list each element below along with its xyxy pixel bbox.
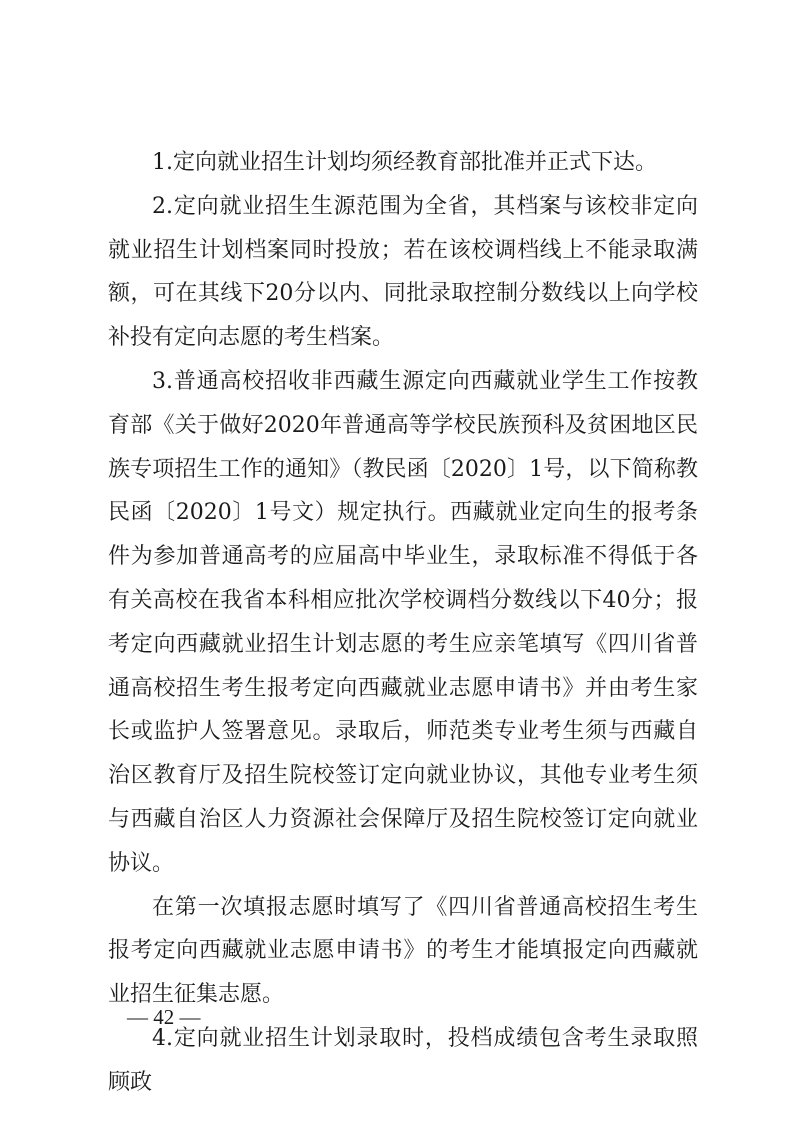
paragraph-supplement: 在第一次填报志愿时填写了《四川省普通高校招生考生报考定向西藏就业志愿申请书》的考生才能填报定向西藏就业招生征集志愿。 — [108, 894, 698, 1008]
body-text — [108, 141, 698, 1105]
paragraph-item-4: 4.定向就业招生计划录取时，投档成绩包含考生录取照顾政 — [108, 1025, 698, 1095]
paragraph-item-3: 3.普通高校招收非西藏生源定向西藏就业学生工作按教育部《关于做好2020年普通高等学校民族预科及贫困地区民族专项招生工作的通知》（教民函〔2020〕1号，以下简称教民函〔2020〕1号文）规定执行。西藏就业定向生的报考条件为参加普通高考的应届高中毕业生，录取标准不得低于各有关高校在我省本科相应批次学校调档分数线以下40分；报考定向西藏就业招生计划志愿的考生应亲笔填写《四川省普通高校招生考生报考定向西藏就业志愿申请书》并由考生家长或监护人签署意见。录取后，师范类专业考生须与西藏自治区教育厅及招生院校签订定向就业协议，其他专业考生须与西藏自治区人力资源社会保障厅及招生院校签订定向就业协议。 — [108, 368, 698, 876]
paragraph-item-1: 1.定向就业招生计划均须经教育部批准并正式下达。 — [152, 150, 657, 175]
paragraph-item-2: 2.定向就业招生生源范围为全省，其档案与该校非定向就业招生计划档案同时投放；若在该校调档线上不能录取满额，可在其线下20分以内、同批录取控制分数线以上向学校补投有定向志愿的考生档案。 — [108, 193, 698, 351]
page-number: — 42 — — [127, 1005, 201, 1029]
